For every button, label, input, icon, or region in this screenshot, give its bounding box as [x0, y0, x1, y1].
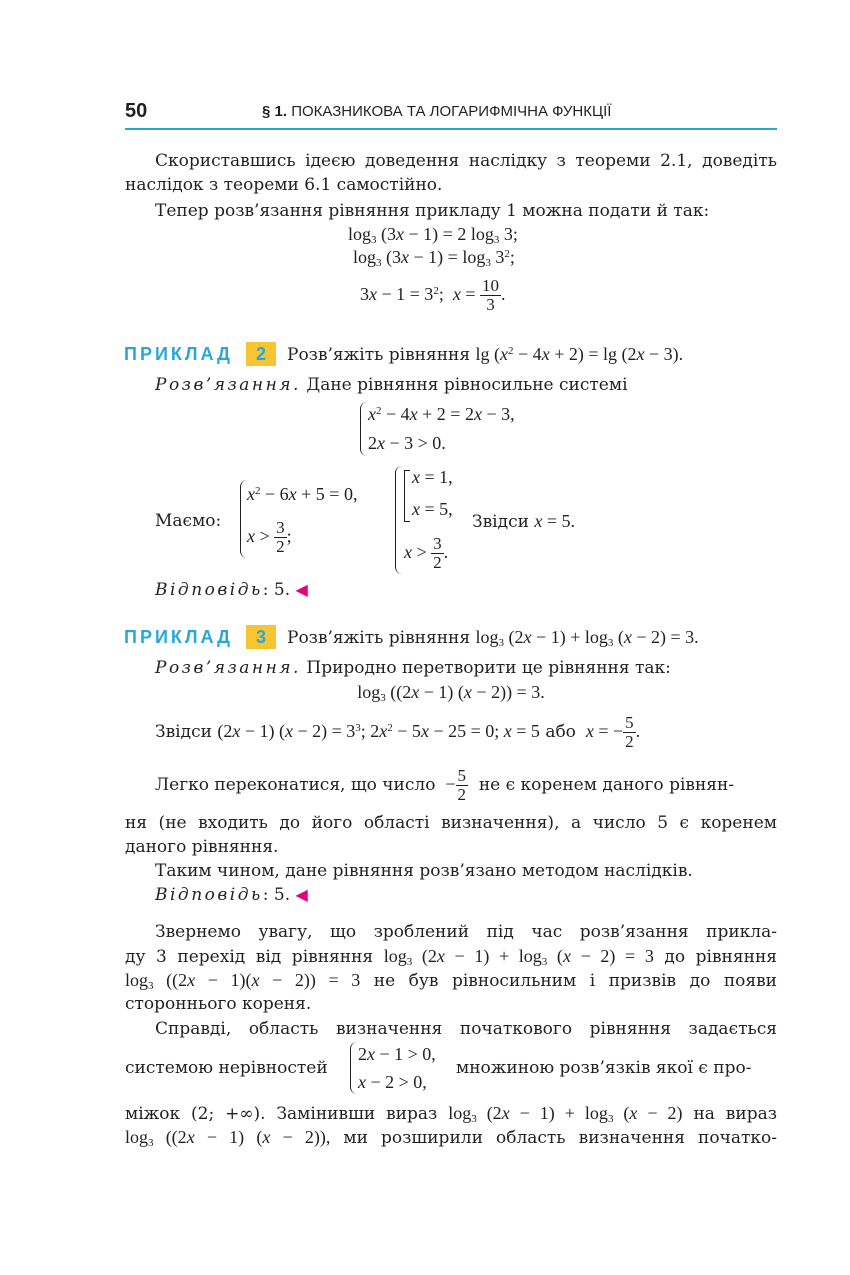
system-4-row-2: x − 2 > 0, — [358, 1072, 427, 1092]
example-3-answer: Відповідь: 5. ◀ — [155, 885, 308, 905]
example-2-label: ПРИКЛАД — [124, 344, 233, 364]
triangle-left-icon: ◀ — [295, 580, 308, 599]
system-brace-3 — [395, 466, 402, 574]
discussion-p1-line-4: стороннього кореня. — [125, 994, 312, 1014]
zvidsy-result: Звідси x = 5. — [472, 511, 575, 532]
danogo-line: даного рівняння. — [125, 837, 279, 857]
header-rule — [125, 128, 777, 130]
discussion-p2-line-4: $\log_3 ((2x - 1) (x - 2))$, ми розширили область визначення початко- — [125, 1127, 777, 1149]
union-bracket — [404, 470, 410, 522]
system-4-row-1: 2x − 1 > 0, — [358, 1044, 436, 1064]
formula-log-2: $\log_3 (3x - 1) = \log_3 3^2$; — [353, 247, 515, 269]
section-title: ПОКАЗНИКОВА ТА ЛОГАРИФМІЧНА ФУНКЦІЇ — [291, 103, 612, 120]
formula-ex3-roots: Звідси (2x − 1) $(x - 2) = 3^3$; $2x^2 - 5x - 25 = 0$; x = 5 або x = − $\frac{5}{2}$ . — [155, 713, 641, 752]
discussion-p2-line-2b: множиною розв’язків якої є про- — [456, 1058, 752, 1078]
example-2-task: Розв’яжіть рівняння $\lg (x^2 - 4x + 2) = \lg (2x - 3)$. — [287, 344, 684, 365]
system-2-row-2: x > $\frac{3}{2}$ ; — [247, 518, 292, 557]
discussion-p2-line-3: міжок (2; +∞). Замінивши вираз $\log_3 (2x - 1) + \log_3 (x - 2)$ на вираз — [125, 1103, 777, 1125]
system-2-row-1: $x^2 - 6x + 5 = 0$, — [247, 484, 358, 504]
system-brace-2 — [240, 480, 247, 558]
system-brace-1 — [360, 402, 367, 456]
intro-line-3: Тепер розв’язання рівняння прикладу 1 можна подати й так: — [155, 201, 710, 221]
union-row-2: x = 5, — [412, 499, 453, 519]
maemo-label: Маємо: — [155, 511, 222, 531]
running-head — [262, 103, 611, 120]
page-number: 50 — [125, 100, 148, 122]
triangle-left-icon: ◀ — [295, 885, 308, 904]
fraction-ten-thirds: $\frac{10}{3}$ — [481, 276, 499, 315]
system-1-row-1: $x^2 - 4x + 2 = 2x - 3$, — [368, 404, 515, 424]
example-2-number: 2 — [246, 342, 276, 366]
example-2-solution: Розв’язання. Дане рівняння рівносильне системі — [155, 375, 628, 395]
example-3-task: Розв’яжіть рівняння $\log_3 (2x - 1) + \log_3 (x - 2) = 3$. — [287, 627, 699, 649]
discussion-p2-line-1: Справді, область визначення початкового рівняння задається — [155, 1019, 777, 1039]
conclusion-line: Таким чином, дане рівняння розв’язано методом наслідків. — [155, 861, 693, 881]
example-3-number: 3 — [246, 625, 276, 649]
legko-line: Легко переконатися, що число − $\frac{5}{2}$ не є коренем даного рівнян- — [155, 766, 735, 805]
union-row-1: x = 1, — [412, 467, 453, 487]
intro-line-2: наслідок з теореми 6.1 самостійно. — [125, 175, 443, 195]
nya-line: ня (не входить до його області визначення), а число 5 є коренем — [125, 813, 777, 833]
discussion-p2-line-2a: системою нерівностей — [125, 1058, 328, 1078]
discussion-p1-line-3: $\log_3 ((2x - 1)(x - 2)) = 3$ не був рівносильним і призвів до появи — [125, 970, 778, 992]
discussion-p1-line-2: ду 3 перехід від рівняння $\log_3 (2x - 1) + \log_3 (x - 2) = 3$ до рівняння — [125, 946, 777, 968]
discussion-p1-line-1: Звернемо увагу, що зроблений під час розв’язання прикла- — [155, 922, 777, 942]
example-2-answer: Відповідь: 5. ◀ — [155, 580, 308, 600]
formula-ex3-transform: $\log_3 ((2x - 1) (x - 2)) = 3$. — [357, 682, 545, 704]
formula-log-3: $3x - 1 = 3^2$; x = $\frac{10}{3}$ . — [360, 276, 506, 315]
system-brace-4 — [350, 1042, 357, 1094]
intro-line-1: Скориставшись ідеєю доведення наслідку з теореми 2.1, доведіть — [155, 151, 777, 171]
example-3-solution: Розв’язання. Природно перетворити це рівняння так: — [155, 658, 671, 678]
system-1-row-2: 2x − 3 > 0. — [368, 433, 446, 453]
system-3-row-2: x > $\frac{3}{2}$ . — [404, 534, 449, 573]
example-3-label: ПРИКЛАД — [124, 627, 233, 647]
solution-word: Розв’язання. — [155, 375, 301, 395]
formula-log-1: $\log_3 (3x - 1) = 2$ $\log_3 3$; — [348, 224, 518, 246]
section-mark: § 1. — [262, 103, 288, 120]
